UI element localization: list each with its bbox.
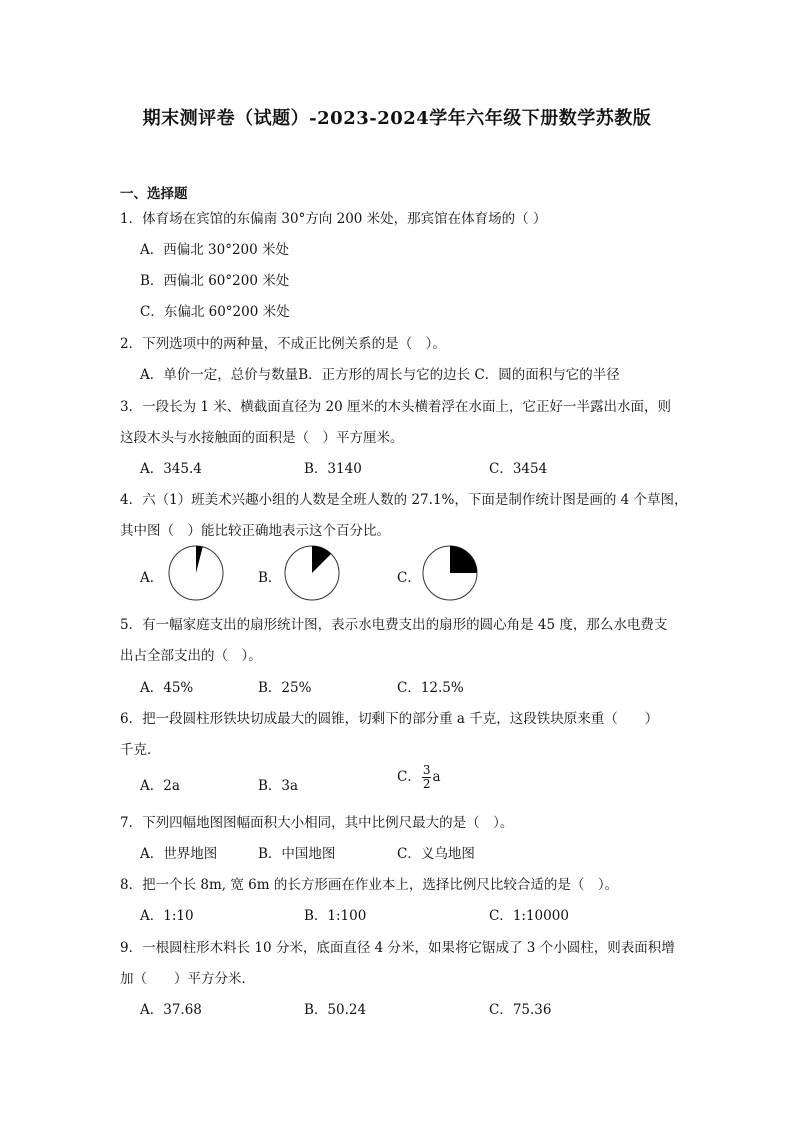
question-5-stem-line-1: 5．有一幅家庭支出的扇形统计图，表示水电费支出的扇形的圆心角是 45 度，那么水电费支 — [120, 617, 668, 633]
fraction-numerator: 3 — [422, 763, 431, 777]
question-6-stem-line-2: 千克． — [120, 742, 161, 758]
pie-c-slice — [450, 546, 477, 573]
question-6-option-c[interactable] — [397, 764, 441, 791]
question-6-stem-line-1: 6．把一段圆柱形铁块切成最大的圆锥，切剩下的部分重 a 千克，这段铁块原来重（ ） — [120, 711, 659, 727]
question-8-option-c[interactable]: C．1:10000 — [489, 908, 569, 924]
question-9-stem-line-1: 9．一根圆柱形木料长 10 分米，底面直径 4 分米，如果将它锯成了 3 个小圆柱，则表面积增 — [120, 940, 675, 956]
question-6-option-b[interactable]: B．3a — [258, 778, 299, 794]
question-9-option-a[interactable]: A．37.68 — [140, 1002, 202, 1018]
section-heading: 一、选择题 — [120, 186, 188, 202]
question-2-stem: 2．下列选项中的两种量，不成正比例关系的是（ ）。 — [120, 336, 446, 352]
question-6-option-c-suffix: a — [432, 769, 441, 785]
question-4-option-c[interactable]: C． — [397, 570, 421, 586]
question-8-stem: 8．把一个长 8m, 宽 6m 的长方形画在作业本上，选择比例尺比较合适的是（ ）。 — [120, 877, 619, 893]
question-5-option-b[interactable]: B．25% — [258, 680, 312, 696]
question-9-stem-line-2: 加（ ）平方分米． — [120, 971, 255, 987]
question-6-option-a[interactable]: A．2a — [140, 778, 180, 794]
question-7-option-b[interactable]: B．中国地图 — [258, 846, 336, 862]
question-6-option-c-label: C． — [397, 769, 421, 785]
question-3-option-a[interactable]: A．345.4 — [140, 461, 202, 477]
question-5-option-a[interactable]: A．45% — [140, 680, 194, 696]
question-5-stem-line-2: 出占全部支出的（ ）。 — [120, 648, 262, 664]
question-1-option-c[interactable]: C．东偏北 60°200 米处 — [140, 304, 290, 320]
pie-sketch-c — [422, 545, 478, 601]
question-7-stem: 7．下列四幅地图图幅面积大小相同，其中比例尺最大的是（ ）。 — [120, 815, 514, 831]
question-3-option-c[interactable]: C．3454 — [489, 461, 548, 477]
question-9-option-c[interactable]: C．75.36 — [489, 1002, 552, 1018]
question-4-stem-line-1: 4．六（1）班美术兴趣小组的人数是全班人数的 27.1%，下面是制作统计图是画的 4 个草图， — [120, 492, 688, 508]
question-4-option-b[interactable]: B． — [258, 570, 282, 586]
fraction — [422, 764, 432, 791]
page-title: 期末测评卷（试题）-2023-2024学年六年级下册数学苏教版 — [142, 108, 652, 129]
fraction-denominator: 2 — [422, 777, 431, 791]
pie-sketch-a — [168, 545, 224, 601]
question-4-stem-line-2: 其中图（ ）能比较正确地表示这个百分比。 — [120, 523, 390, 539]
question-2-options[interactable]: A．单价一定，总价与数量B．正方形的周长与它的边长 C．圆的面积与它的半径 — [140, 367, 620, 383]
question-1-option-b[interactable]: B．西偏北 60°200 米处 — [140, 273, 290, 289]
question-5-option-c[interactable]: C．12.5% — [397, 680, 464, 696]
question-1-stem: 1．体育场在宾馆的东偏南 30°方向 200 米处，那宾馆在体育场的（ ） — [120, 211, 547, 227]
question-1-option-a[interactable]: A．西偏北 30°200 米处 — [140, 242, 290, 258]
question-4-option-a[interactable]: A． — [140, 570, 164, 586]
question-7-option-a[interactable]: A．世界地图 — [140, 846, 218, 862]
question-9-option-b[interactable]: B．50.24 — [304, 1002, 367, 1018]
question-3-stem-line-1: 3．一段长为 1 米、横截面直径为 20 厘米的木头横着浮在水面上，它正好一半露出水面，则 — [120, 399, 672, 415]
question-8-option-a[interactable]: A．1:10 — [140, 908, 194, 924]
question-8-option-b[interactable]: B．1:100 — [304, 908, 367, 924]
question-3-option-b[interactable]: B．3140 — [304, 461, 362, 477]
question-7-option-c[interactable]: C．义乌地图 — [397, 846, 475, 862]
question-3-stem-line-2: 这段木头与水接触面的面积是（ ）平方厘米。 — [120, 430, 404, 446]
pie-sketch-b — [284, 545, 340, 601]
